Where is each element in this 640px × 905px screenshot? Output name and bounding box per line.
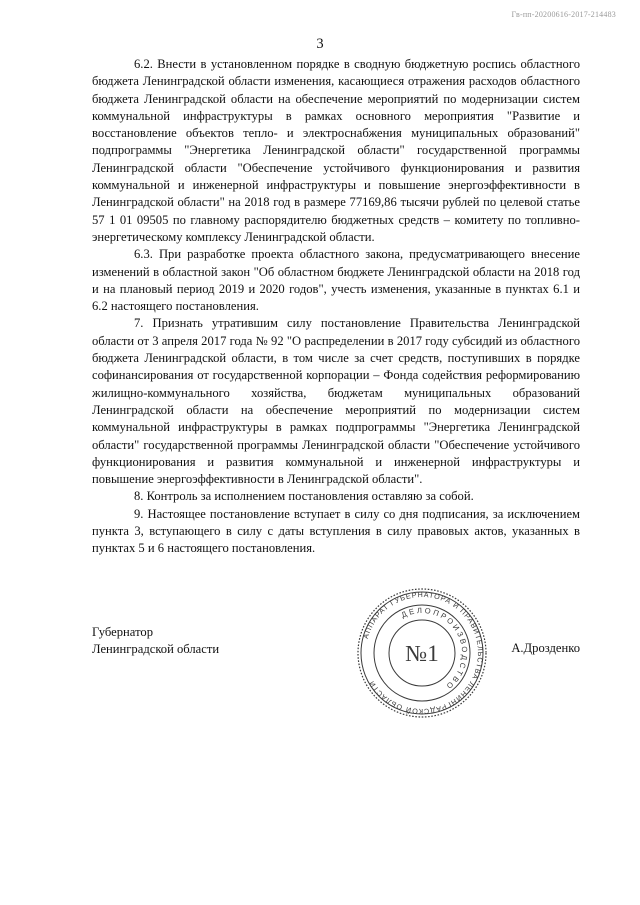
official-seal: [355, 586, 489, 720]
seal-outer-text: АППАРАТ ГУБЕРНАТОРА И ПРАВИТЕЛЬСТВА ЛЕНИНГРАДСКОЙ ОБЛАСТИ: [360, 589, 486, 717]
paragraph-6-2: 6.2. Внести в установленном порядке в сводную бюджетную роспись областного бюджета Ленинградской области изменения, касающиеся отражения расходов областного бюджета Ленинградской области на обеспечение мероприятий по модернизации систем коммунальной инфраструктуры в рамках основного мероприятия "Развитие и восстановление объектов тепло- и электроснабжения муниципальных образований" подпрограммы "Энергетика Ленинградской области" государственной программы Ленинградской области "Обеспечение устойчивого функционирования и развития коммунальной и инженерной инфраструктуры и повышение энергоэффективности в Ленинградской области" на 2018 год в размере 77169,86 тысячи рублей по целевой статье 57 1 01 09505 по главному распорядителю бюджетных средств – комитету по топливно-энергетическому комплексу Ленинградской области.: [92, 57, 580, 244]
seal-inner-text: ДЕЛОПРОИЗВОДСТВО: [399, 605, 470, 692]
document-body: [92, 56, 580, 558]
signatory-title-line1: Губернатор: [92, 625, 153, 639]
seal-center-number: №1: [405, 641, 439, 666]
paragraph-8: 8. Контроль за исполнением постановления оставляю за собой.: [134, 489, 474, 504]
signatory-name: А.Дрозденко: [511, 641, 580, 655]
header-code: Гв-пп-20200616-2017-214483: [511, 10, 616, 19]
paragraph-7: 7. Признать утратившим силу постановление Правительства Ленинградской области от 3 апреля 2017 года № 92 "О распределении в 2017 году субсидий из областного бюджета Ленинградской области, в том числе за счет средств, поступивших в порядке софинансирования от государственной корпорации – Фонда содействия реформированию жилищно-коммунального хозяйства, бюджетам муниципальных образований Ленинградской области на обеспечение мероприятий по модернизации систем коммунальной инфраструктуры в рамках подпрограммы "Энергетика Ленинградской области" государственной программы Ленинградской области "Обеспечение устойчивого функционирования и развития коммунальной и инженерной инфраструктуры и повышение энергоэффективности в Ленинградской области".: [92, 316, 580, 487]
signatory-title-line2: Ленинградской области: [92, 642, 220, 657]
paragraph-9: 9. Настоящее постановление вступает в силу со дня подписания, за исключением пункта 3, вступающего в силу с даты вступления в силу правовых актов, указанных в пунктах 5 и 6 настоящего постановления.: [92, 506, 580, 556]
paragraph-6-3: 6.3. При разработке проекта областного закона, предусматривающего внесение изменений в областной закон "Об областном бюджете Ленинградской области на 2018 год и на плановый период 2019 и 2020 годов", учесть изменения, указанные в пунктах 6.1 и 6.2 настоящего постановления.: [92, 247, 580, 314]
signatory-title: [92, 624, 219, 659]
page-number: 3: [316, 36, 324, 52]
signature-block: [92, 624, 580, 664]
